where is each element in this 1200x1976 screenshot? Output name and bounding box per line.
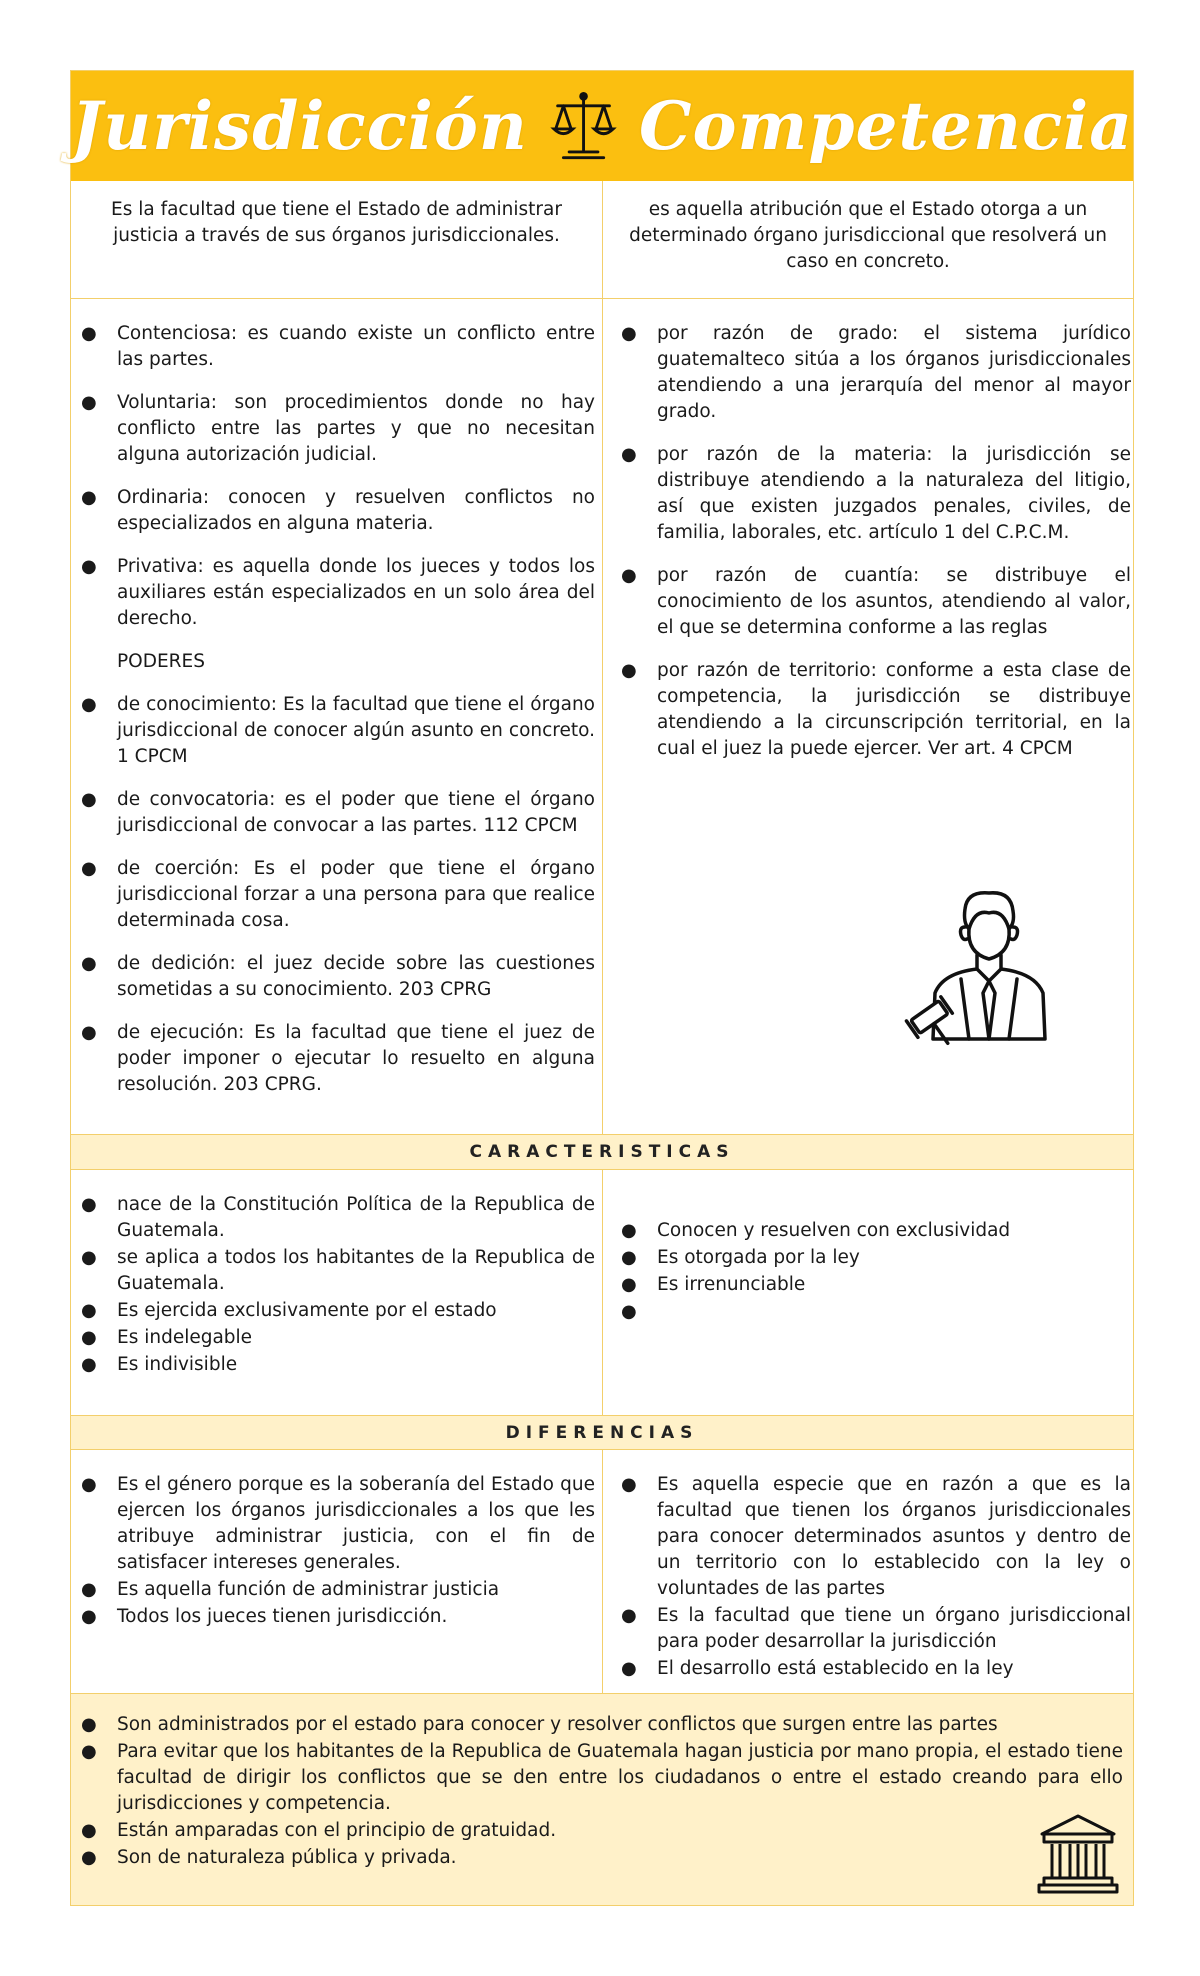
bullet-icon: ● bbox=[621, 1658, 637, 1679]
bullet-icon: ● bbox=[81, 556, 97, 577]
bullet-icon: ● bbox=[621, 1220, 637, 1241]
list-item: ● Están amparadas con el principio de gratuidad. bbox=[71, 1818, 1123, 1844]
bullet-icon: ● bbox=[621, 1474, 637, 1495]
bullet-icon: ● bbox=[81, 1847, 97, 1868]
list-item bbox=[611, 1299, 1131, 1325]
semejanzas-row bbox=[71, 1693, 1133, 1905]
competencia-definition: es aquella atribución que el Estado otorga a un determinado órgano jurisdiccional que resolverá un caso en concreto. bbox=[629, 199, 1107, 272]
list-item: ● Son de naturaleza pública y privada. bbox=[71, 1845, 1123, 1871]
list-item: ● Es aquella especie que en razón a que es la facultad que tienen los órganos jurisdiccionales para conocer determinados asuntos y dentro de un territorio con lo establecido con la ley o voluntades de las partes bbox=[621, 1474, 1131, 1599]
bullet-icon: ● bbox=[621, 1274, 637, 1295]
jurisdiccion-caracteristicas-cell bbox=[71, 1170, 603, 1415]
bullet-icon: ● bbox=[81, 1354, 97, 1375]
bullet-icon: ● bbox=[81, 1022, 97, 1043]
jurisdiccion-types-cell bbox=[71, 299, 603, 1134]
bullet-icon: ● bbox=[621, 444, 637, 465]
jurisdiccion-caracteristicas-list bbox=[71, 1192, 595, 1379]
caracteristicas-heading: CARACTERISTICAS bbox=[469, 1142, 735, 1162]
competencia-types-cell bbox=[603, 299, 1133, 1134]
bullet-icon: ● bbox=[81, 1579, 97, 1600]
list-item: ● Son administrados por el estado para conocer y resolver conflictos que surgen entre las partes bbox=[71, 1712, 1123, 1738]
list-item: ● por razón de cuantía: se distribuye el conocimiento de los asuntos, atendiendo al valor, el que se determina conforme a las reglas bbox=[621, 565, 1131, 638]
caracteristicas-heading-row bbox=[71, 1134, 1133, 1169]
infographic-sheet bbox=[70, 70, 1134, 1906]
list-item: ● Ordinaria: conocen y resuelven conflictos no especializados en alguna materia. bbox=[81, 487, 595, 534]
list-item: ● El desarrollo está establecido en la ley bbox=[611, 1656, 1131, 1682]
list-item: ● Conocen y resuelven con exclusividad bbox=[611, 1218, 1131, 1244]
bullet-icon: ● bbox=[81, 1741, 97, 1762]
bullet-icon: ● bbox=[621, 565, 637, 586]
title-jurisdiccion: Jurisdicción bbox=[71, 87, 528, 165]
bullet-icon: ● bbox=[81, 1327, 97, 1348]
judge-with-gavel-icon bbox=[903, 889, 1063, 1049]
bullet-icon: ● bbox=[81, 1194, 97, 1215]
list-item: ● Privativa: es aquella donde los jueces y todos los auxiliares están especializados en un solo área del derecho. bbox=[81, 556, 595, 629]
definitions-row bbox=[71, 181, 1133, 298]
semejanzas-list bbox=[71, 1712, 1123, 1872]
list-item: ● de ejecución: Es la facultad que tiene el juez de poder imponer o ejecutar lo resuelto en alguna resolución. 203 CPRG. bbox=[81, 1022, 595, 1095]
bullet-icon: ● bbox=[621, 660, 637, 681]
title bbox=[71, 71, 1133, 181]
bullet-icon: ● bbox=[621, 1605, 637, 1626]
jurisdiccion-diferencias-cell bbox=[71, 1450, 603, 1693]
list-item: ● nace de la Constitución Política de la Republica de Guatemala. bbox=[81, 1194, 595, 1241]
bullet-icon: ● bbox=[81, 1714, 97, 1735]
list-item: ● por razón de la materia: la jurisdicción se distribuye atendiendo a la naturaleza del litigio, así que existen juzgados penales, civiles, de familia, laborales, etc. artículo 1 del C.P.C.M. bbox=[621, 444, 1131, 543]
list-item: ● Es ejercida exclusivamente por el estado bbox=[71, 1298, 595, 1324]
bullet-icon: ● bbox=[81, 694, 97, 715]
list-item: ● de dedición: el juez decide sobre las cuestiones sometidas a su conocimiento. 203 CPRG bbox=[81, 953, 595, 1000]
list-item: ● Es la facultad que tiene un órgano jurisdiccional para poder desarrollar la jurisdicción bbox=[621, 1605, 1131, 1652]
bullet-icon: ● bbox=[81, 1474, 97, 1495]
bullet-icon: ● bbox=[81, 1247, 97, 1268]
list-item: ● Es indivisible bbox=[71, 1352, 595, 1378]
list-item: ● Es el género porque es la soberanía del Estado que ejercen los órganos jurisdiccionales a los que les atribuye administrar justicia, con el fin de satisfacer intereses generales. bbox=[81, 1474, 595, 1573]
bullet-icon: ● bbox=[81, 858, 97, 879]
caracteristicas-row bbox=[71, 1169, 1133, 1415]
title-banner bbox=[71, 71, 1133, 181]
diferencias-heading-row bbox=[71, 1415, 1133, 1449]
competencia-definition-cell bbox=[603, 181, 1133, 298]
title-competencia: Competencia bbox=[638, 87, 1133, 165]
types-row bbox=[71, 298, 1133, 1134]
bullet-icon: ● bbox=[81, 392, 97, 413]
list-item: ● Es otorgada por la ley bbox=[611, 1245, 1131, 1271]
bullet-icon: ● bbox=[81, 1300, 97, 1321]
bullet-icon: ● bbox=[621, 1247, 637, 1268]
list-item: ● por razón de territorio: conforme a esta clase de competencia, la jurisdicción se distribuye atendiendo a la circunscripción territorial, en la cual el juez la puede ejercer. Ver art. 4 CPCM bbox=[621, 660, 1131, 759]
bullet-icon: ● bbox=[81, 789, 97, 810]
bullet-icon: ● bbox=[81, 487, 97, 508]
competencia-types-list bbox=[611, 321, 1131, 779]
jurisdiccion-definition: Es la facultad que tiene el Estado de administrar justicia a través de sus órganos jurisdiccionales. bbox=[111, 199, 562, 246]
list-item: ● de coerción: Es el poder que tiene el órgano jurisdiccional forzar a una persona para que realice determinada cosa. bbox=[81, 858, 595, 931]
bullet-icon: ● bbox=[81, 1820, 97, 1841]
list-item: ● de convocatoria: es el poder que tiene el órgano jurisdiccional de convocar a las partes. 112 CPCM bbox=[81, 789, 595, 836]
list-item: ● Es indelegable bbox=[71, 1325, 595, 1351]
jurisdiccion-types-list bbox=[71, 321, 595, 1115]
bullet-icon: ● bbox=[81, 953, 97, 974]
bullet-icon: ● bbox=[621, 323, 637, 344]
bullet-icon: ● bbox=[621, 1301, 637, 1322]
competencia-diferencias-cell bbox=[603, 1450, 1133, 1693]
list-item: ● Es aquella función de administrar justicia bbox=[71, 1577, 595, 1603]
jurisdiccion-definition-cell bbox=[71, 181, 603, 298]
bullet-icon: ● bbox=[81, 323, 97, 344]
diferencias-heading: DIFERENCIAS bbox=[505, 1422, 699, 1443]
list-item: ● por razón de grado: el sistema jurídico guatemalteco sitúa a los órganos jurisdiccionales atendiendo a una jerarquía del menor al mayor grado. bbox=[621, 323, 1131, 422]
courthouse-icon bbox=[1036, 1812, 1120, 1896]
list-item: ● de conocimiento: Es la facultad que tiene el órgano jurisdiccional de conocer algún asunto en concreto. 1 CPCM bbox=[81, 694, 595, 767]
list-item: ● Voluntaria: son procedimientos donde no hay conflicto entre las partes y que no necesitan alguna autorización judicial. bbox=[81, 392, 595, 465]
powers-label: PODERES bbox=[117, 651, 205, 672]
competencia-diferencias-list bbox=[611, 1472, 1131, 1683]
bullet-icon: ● bbox=[81, 1606, 97, 1627]
competencia-caracteristicas-cell bbox=[603, 1170, 1133, 1415]
competencia-caracteristicas-list bbox=[611, 1218, 1131, 1326]
scales-of-justice-icon bbox=[550, 89, 617, 163]
list-item: ● Todos los jueces tienen jurisdicción. bbox=[71, 1604, 595, 1630]
list-item: ● Contenciosa: es cuando existe un conflicto entre las partes. bbox=[81, 323, 595, 370]
list-item: ● Para evitar que los habitantes de la Republica de Guatemala hagan justicia por mano propia, el estado tiene facultad de dirigir los conflictos que se den entre los ciudadanos o entre el estado creando para ello jurisdicciones y competencia. bbox=[81, 1741, 1123, 1814]
jurisdiccion-diferencias-list bbox=[71, 1472, 595, 1631]
list-item: ● se aplica a todos los habitantes de la Republica de Guatemala. bbox=[81, 1247, 595, 1294]
diferencias-row bbox=[71, 1449, 1133, 1693]
list-item: ● Es irrenunciable bbox=[611, 1272, 1131, 1298]
